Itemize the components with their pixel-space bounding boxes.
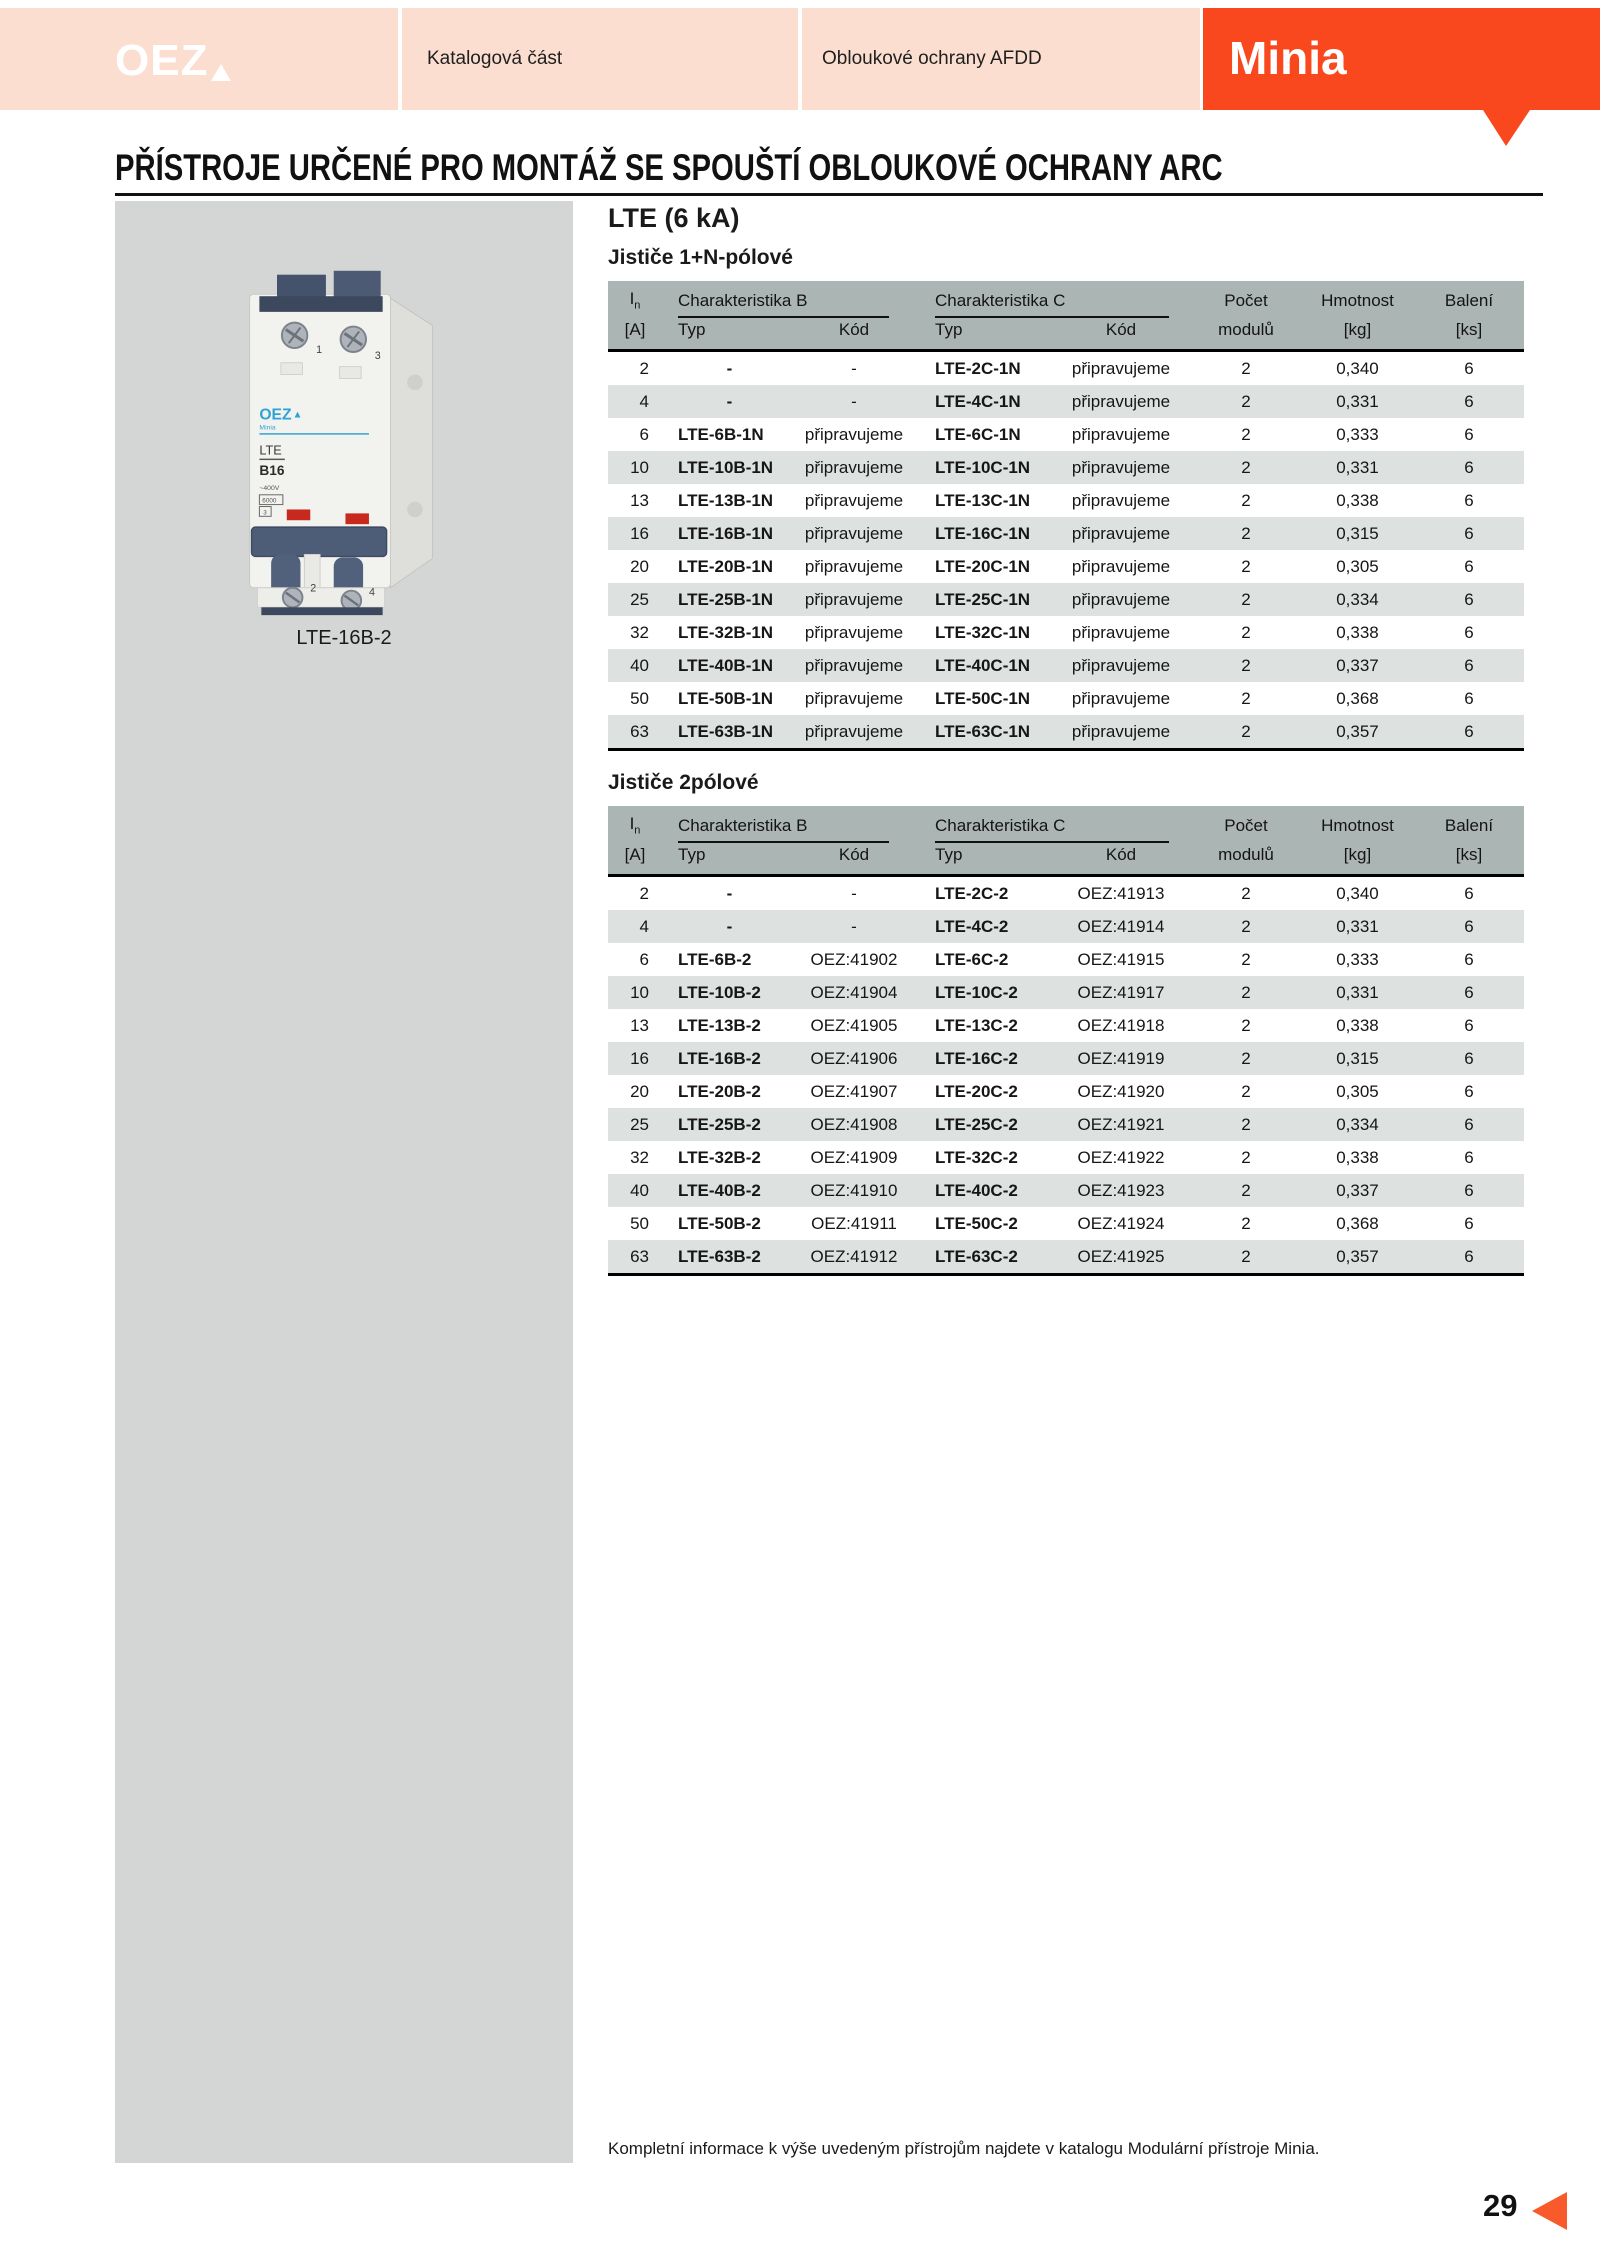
cell-kod-b: připravujeme: [804, 688, 904, 708]
cell-typ-c: LTE-2C-2: [935, 883, 1009, 903]
cell-hmot: 0,368: [1336, 1213, 1379, 1233]
cell-pocet: 2: [1241, 523, 1251, 543]
header-section-label: Obloukové ochrany AFDD: [822, 48, 1042, 69]
cell-bal: 6: [1414, 1240, 1524, 1275]
cell-kod-c: připravujeme: [1071, 655, 1171, 675]
col-header-in: $I_n$: [608, 281, 662, 318]
header-band-logo-segment: [0, 8, 398, 110]
cell-pocet: 2: [1241, 949, 1251, 969]
col-header-kg: [kg]: [1301, 843, 1414, 876]
cell-typ-b: -: [726, 358, 733, 378]
col-header-pocet: Počet: [1191, 281, 1301, 318]
cell-hmot: 0,340: [1336, 358, 1379, 378]
cell-kod-b: OEZ:41907: [810, 1081, 898, 1101]
col-header-typ-c: Typ: [911, 318, 1051, 351]
cell-bal: 6: [1464, 358, 1474, 378]
cell-kod-b: připravujeme: [804, 556, 904, 576]
cell-kod-c: OEZ:41914: [1077, 916, 1165, 936]
cell-typ-b: LTE-6B-1N: [678, 424, 764, 444]
cell-pocet: 2: [1241, 688, 1251, 708]
cell-typ-b: LTE-20B-2: [678, 1081, 761, 1101]
title-rule: [115, 193, 1543, 196]
cell-pocet: 2: [1241, 1015, 1251, 1035]
cell-bal: 6: [1464, 1180, 1474, 1200]
table-header: [608, 806, 1524, 876]
cell-bal: 6: [1464, 949, 1474, 969]
cell-kod-b: -: [851, 391, 857, 411]
cell-hmot: 0,305: [1336, 556, 1379, 576]
cell-kod-b: připravujeme: [804, 490, 904, 510]
cell-pocet: 2: [1191, 715, 1301, 750]
cell-typ-b: LTE-20B-1N: [678, 556, 774, 576]
table-row: [608, 1174, 1524, 1207]
cell-bal: 6: [1464, 490, 1474, 510]
cell-typ-c: LTE-6C-2: [935, 949, 1009, 969]
cell-bal: 6: [1464, 391, 1474, 411]
col-header-kg: [kg]: [1301, 318, 1414, 351]
cell-pocet: 2: [1241, 391, 1251, 411]
cell-in: 20: [630, 556, 649, 576]
cell-hmot: 0,368: [1336, 688, 1379, 708]
cell-in: 10: [630, 982, 649, 1002]
brand-box: [1203, 8, 1600, 110]
col-header-kod-c: Kód: [1051, 843, 1191, 876]
cell-in: 4: [639, 916, 649, 936]
cell-typ-b: -: [726, 883, 733, 903]
cell-kod-c: OEZ:41925: [1051, 1240, 1191, 1275]
cell-bal: 6: [1464, 1081, 1474, 1101]
cell-typ-c: LTE-63C-1N: [911, 715, 1051, 750]
cell-typ-b: LTE-13B-2: [678, 1015, 761, 1035]
col-header-modulu: modulů: [1191, 318, 1301, 351]
table-2-pole-breakers: [608, 806, 1524, 1276]
page-number: 29: [1483, 2188, 1518, 2223]
cell-typ-b: LTE-25B-1N: [678, 589, 774, 609]
cell-hmot: 0,331: [1336, 916, 1379, 936]
cell-in: 13: [630, 1015, 649, 1035]
cell-kod-b: OEZ:41912: [797, 1240, 911, 1275]
brand-pointer-icon: [1483, 110, 1530, 146]
table-row: [608, 1075, 1524, 1108]
table-row: [608, 976, 1524, 1009]
cell-in: 40: [630, 1180, 649, 1200]
table-row: [608, 517, 1524, 550]
cell-kod-b: OEZ:41910: [810, 1180, 898, 1200]
col-group-charakteristika-c: Charakteristika C: [911, 281, 1191, 318]
cell-kod-b: připravujeme: [804, 589, 904, 609]
col-group-charakteristika-b: Charakteristika B: [662, 806, 911, 843]
cell-in: 4: [639, 391, 649, 411]
product-photo: [232, 261, 457, 621]
col-group-charakteristika-b: Charakteristika B: [662, 281, 911, 318]
table-row: [608, 1009, 1524, 1042]
cell-hmot: 0,338: [1336, 1015, 1379, 1035]
page-arrow-icon: [1532, 2192, 1567, 2230]
table-row: [608, 1240, 1524, 1275]
cell-in: 13: [630, 490, 649, 510]
cell-typ-b: LTE-16B-1N: [678, 523, 774, 543]
cell-in: 2: [639, 883, 649, 903]
page-title: PŘÍSTROJE URČENÉ PRO MONTÁŽ SE SPOUŠTÍ OBLOUKOVÉ OCHRANY ARC: [115, 147, 1223, 188]
table-row: [608, 1108, 1524, 1141]
col-header-kod-b: Kód: [797, 318, 911, 351]
cell-hmot: 0,338: [1336, 490, 1379, 510]
cell-hmot: 0,315: [1336, 1048, 1379, 1068]
cell-in: 63: [608, 1240, 662, 1275]
table-1n-pole-breakers: [608, 281, 1524, 751]
cell-typ-c: LTE-13C-2: [935, 1015, 1018, 1035]
cell-bal: 6: [1464, 457, 1474, 477]
table-header: [608, 281, 1524, 351]
col-header-baleni: Balení: [1414, 806, 1524, 843]
cell-kod-b: připravujeme: [797, 715, 911, 750]
device-series: LTE: [259, 442, 282, 458]
cell-bal: 6: [1464, 1048, 1474, 1068]
cell-typ-c: LTE-40C-2: [935, 1180, 1018, 1200]
cell-in: 6: [639, 949, 649, 969]
device-energy-class: 3: [263, 509, 267, 517]
cell-pocet: 2: [1241, 916, 1251, 936]
cell-typ-b: LTE-63B-2: [662, 1240, 797, 1275]
cell-pocet: 2: [1241, 1180, 1251, 1200]
cell-kod-b: připravujeme: [804, 655, 904, 675]
cell-pocet: 2: [1241, 1081, 1251, 1101]
cell-kod-b: připravujeme: [804, 523, 904, 543]
cell-kod-b: OEZ:41905: [810, 1015, 898, 1035]
cell-kod-c: připravujeme: [1071, 424, 1171, 444]
terminal-number-4: 4: [368, 586, 375, 599]
cell-kod-c: OEZ:41920: [1077, 1081, 1165, 1101]
cell-in: 50: [630, 688, 649, 708]
cell-pocet: 2: [1241, 490, 1251, 510]
table1-subtitle: Jističe 1+N-pólové: [608, 246, 793, 269]
cell-bal: 6: [1464, 622, 1474, 642]
cell-hmot: 0,357: [1301, 715, 1414, 750]
cell-typ-c: LTE-6C-1N: [935, 424, 1021, 444]
col-header-ks: [ks]: [1414, 843, 1524, 876]
cell-kod-b: OEZ:41908: [810, 1114, 898, 1134]
cell-typ-c: LTE-50C-2: [935, 1213, 1018, 1233]
cell-bal: 6: [1464, 424, 1474, 444]
cell-typ-b: LTE-40B-2: [678, 1180, 761, 1200]
cell-in: 16: [630, 523, 649, 543]
device-sub-brand: Minia: [259, 424, 276, 432]
cell-kod-b: OEZ:41902: [810, 949, 898, 969]
col-group-charakteristika-c: Charakteristika C: [911, 806, 1191, 843]
cell-kod-c: OEZ:41919: [1077, 1048, 1165, 1068]
cell-typ-c: LTE-50C-1N: [935, 688, 1031, 708]
cell-kod-c: připravujeme: [1071, 490, 1171, 510]
cell-pocet: 2: [1241, 1147, 1251, 1167]
cell-hmot: 0,333: [1336, 424, 1379, 444]
table-row: [608, 682, 1524, 715]
table-row: [608, 715, 1524, 750]
cell-typ-b: LTE-40B-1N: [678, 655, 774, 675]
col-header-in-unit: [A]: [608, 843, 662, 876]
cell-bal: 6: [1464, 916, 1474, 936]
cell-typ-c: LTE-40C-1N: [935, 655, 1031, 675]
table-row: [608, 385, 1524, 418]
cell-pocet: 2: [1241, 358, 1251, 378]
cell-typ-c: LTE-16C-1N: [935, 523, 1031, 543]
col-header-typ-b: Typ: [662, 843, 797, 876]
cell-hmot: 0,337: [1336, 1180, 1379, 1200]
cell-pocet: 2: [1241, 883, 1251, 903]
cell-kod-c: připravujeme: [1071, 391, 1171, 411]
cell-hmot: 0,315: [1336, 523, 1379, 543]
section-heading: LTE (6 kA): [608, 203, 740, 233]
cell-kod-c: připravujeme: [1071, 688, 1171, 708]
table-row: [608, 351, 1524, 386]
table-row: [608, 1141, 1524, 1174]
cell-kod-c: OEZ:41917: [1077, 982, 1165, 1002]
cell-bal: 6: [1464, 523, 1474, 543]
table-row: [608, 616, 1524, 649]
col-header-in: $I_n$: [608, 806, 662, 843]
device-brand: OEZ: [259, 406, 292, 424]
cell-in: 40: [630, 655, 649, 675]
cell-typ-c: LTE-25C-1N: [935, 589, 1031, 609]
cell-pocet: 2: [1241, 589, 1251, 609]
terminal-number-3: 3: [374, 349, 381, 362]
oez-logo: [115, 36, 231, 85]
cell-in: 25: [630, 589, 649, 609]
table-row: [608, 484, 1524, 517]
cell-hmot: 0,334: [1336, 1114, 1379, 1134]
cell-pocet: 2: [1241, 457, 1251, 477]
cell-typ-b: -: [726, 916, 733, 936]
device-voltage: ~400V: [259, 484, 280, 492]
device-breaking-capacity: 6000: [262, 497, 277, 505]
cell-typ-b: LTE-50B-2: [678, 1213, 761, 1233]
table-row: [608, 1042, 1524, 1075]
cell-kod-b: připravujeme: [804, 457, 904, 477]
col-header-kod-b: Kód: [797, 843, 911, 876]
cell-kod-c: OEZ:41921: [1077, 1114, 1165, 1134]
cell-kod-b: OEZ:41911: [811, 1213, 897, 1233]
cell-kod-c: OEZ:41915: [1077, 949, 1165, 969]
table-row: [608, 910, 1524, 943]
cell-hmot: 0,333: [1336, 949, 1379, 969]
cell-pocet: 2: [1241, 1114, 1251, 1134]
cell-pocet: 2: [1241, 622, 1251, 642]
cell-kod-c: připravujeme: [1071, 556, 1171, 576]
header-catalog-label: Katalogová část: [427, 48, 563, 69]
cell-hmot: 0,338: [1336, 622, 1379, 642]
cell-bal: 6: [1464, 556, 1474, 576]
cell-in: 63: [608, 715, 662, 750]
cell-typ-c: LTE-4C-2: [935, 916, 1009, 936]
cell-pocet: 2: [1241, 982, 1251, 1002]
cell-pocet: 2: [1241, 424, 1251, 444]
cell-bal: 6: [1464, 589, 1474, 609]
cell-typ-c: LTE-32C-1N: [935, 622, 1031, 642]
cell-kod-c: připravujeme: [1071, 457, 1171, 477]
cell-typ-c: LTE-4C-1N: [935, 391, 1021, 411]
cell-bal: 6: [1464, 1015, 1474, 1035]
cell-typ-b: LTE-50B-1N: [678, 688, 774, 708]
cell-bal: 6: [1464, 688, 1474, 708]
brand-name: Minia: [1229, 32, 1347, 84]
table-body: [608, 876, 1524, 1275]
col-header-typ-c: Typ: [911, 843, 1051, 876]
cell-in: 25: [630, 1114, 649, 1134]
cell-pocet: 2: [1241, 1213, 1251, 1233]
cell-typ-c: LTE-25C-2: [935, 1114, 1018, 1134]
cell-hmot: 0,334: [1336, 589, 1379, 609]
device-rating: B16: [259, 463, 285, 479]
cell-bal: 6: [1464, 1147, 1474, 1167]
cell-kod-c: připravujeme: [1071, 589, 1171, 609]
cell-kod-c: připravujeme: [1071, 523, 1171, 543]
cell-typ-c: LTE-20C-1N: [935, 556, 1031, 576]
cell-typ-c: LTE-32C-2: [935, 1147, 1018, 1167]
cell-typ-b: LTE-32B-2: [678, 1147, 761, 1167]
cell-bal: 6: [1464, 1213, 1474, 1233]
cell-in: 10: [630, 457, 649, 477]
cell-in: 16: [630, 1048, 649, 1068]
terminal-number-2: 2: [310, 582, 317, 595]
col-header-in-unit: [A]: [608, 318, 662, 351]
cell-in: 32: [630, 1147, 649, 1167]
cell-kod-c: OEZ:41918: [1077, 1015, 1165, 1035]
cell-typ-b: LTE-25B-2: [678, 1114, 761, 1134]
cell-kod-c: OEZ:41923: [1077, 1180, 1165, 1200]
table-row: [608, 418, 1524, 451]
cell-kod-b: připravujeme: [804, 622, 904, 642]
col-header-hmotnost: Hmotnost: [1301, 281, 1414, 318]
cell-pocet: 2: [1241, 1048, 1251, 1068]
col-header-kod-c: Kód: [1051, 318, 1191, 351]
cell-in: 20: [630, 1081, 649, 1101]
cell-kod-b: připravujeme: [804, 424, 904, 444]
cell-typ-b: LTE-6B-2: [678, 949, 752, 969]
cell-bal: 6: [1464, 655, 1474, 675]
col-header-pocet: Počet: [1191, 806, 1301, 843]
col-header-baleni: Balení: [1414, 281, 1524, 318]
oez-logo-triangle-icon: [211, 64, 231, 81]
cell-hmot: 0,305: [1336, 1081, 1379, 1101]
cell-kod-c: připravujeme: [1071, 358, 1171, 378]
cell-hmot: 0,340: [1336, 883, 1379, 903]
cell-bal: 6: [1464, 982, 1474, 1002]
cell-in: 6: [639, 424, 649, 444]
cell-typ-c: LTE-16C-2: [935, 1048, 1018, 1068]
cell-hmot: 0,338: [1336, 1147, 1379, 1167]
table-row: [608, 1207, 1524, 1240]
cell-pocet: 2: [1191, 1240, 1301, 1275]
cell-kod-c: OEZ:41922: [1077, 1147, 1165, 1167]
cell-kod-b: OEZ:41906: [810, 1048, 898, 1068]
cell-typ-b: -: [726, 391, 733, 411]
cell-hmot: 0,331: [1336, 457, 1379, 477]
cell-pocet: 2: [1241, 556, 1251, 576]
table2-subtitle: Jističe 2pólové: [608, 771, 759, 794]
cell-bal: 6: [1464, 1114, 1474, 1134]
table-body: [608, 351, 1524, 750]
table-row: [608, 876, 1524, 911]
cell-kod-b: OEZ:41909: [810, 1147, 898, 1167]
cell-kod-c: OEZ:41913: [1077, 883, 1165, 903]
cell-typ-c: LTE-10C-2: [935, 982, 1018, 1002]
col-header-hmotnost: Hmotnost: [1301, 806, 1414, 843]
cell-in: 2: [639, 358, 649, 378]
cell-hmot: 0,337: [1336, 655, 1379, 675]
oez-logo-text: OEZ: [115, 36, 209, 85]
terminal-number-1: 1: [316, 343, 323, 356]
cell-kod-b: OEZ:41904: [810, 982, 898, 1002]
cell-typ-c: LTE-63C-2: [911, 1240, 1051, 1275]
cell-typ-c: LTE-20C-2: [935, 1081, 1018, 1101]
footer-note: Kompletní informace k výše uvedeným přístrojům najdete v katalogu Modulární přístroje Minia.: [608, 2139, 1320, 2158]
col-header-typ-b: Typ: [662, 318, 797, 351]
table-row: [608, 943, 1524, 976]
table-row: [608, 550, 1524, 583]
cell-kod-c: připravujeme: [1051, 715, 1191, 750]
cell-kod-b: -: [851, 358, 857, 378]
cell-typ-c: LTE-10C-1N: [935, 457, 1031, 477]
cell-bal: 6: [1414, 715, 1524, 750]
cell-typ-b: LTE-63B-1N: [662, 715, 797, 750]
cell-hmot: 0,357: [1301, 1240, 1414, 1275]
col-header-ks: [ks]: [1414, 318, 1524, 351]
cell-kod-c: OEZ:41924: [1077, 1213, 1165, 1233]
cell-hmot: 0,331: [1336, 391, 1379, 411]
col-header-modulu: modulů: [1191, 843, 1301, 876]
cell-bal: 6: [1464, 883, 1474, 903]
cell-typ-c: LTE-2C-1N: [935, 358, 1021, 378]
cell-typ-b: LTE-13B-1N: [678, 490, 774, 510]
cell-typ-c: LTE-13C-1N: [935, 490, 1031, 510]
cell-typ-b: LTE-16B-2: [678, 1048, 761, 1068]
cell-hmot: 0,331: [1336, 982, 1379, 1002]
cell-in: 32: [630, 622, 649, 642]
table-row: [608, 583, 1524, 616]
cell-kod-b: -: [851, 883, 857, 903]
cell-kod-c: připravujeme: [1071, 622, 1171, 642]
cell-pocet: 2: [1241, 655, 1251, 675]
product-photo-panel: [115, 201, 573, 2163]
cell-in: 50: [630, 1213, 649, 1233]
cell-typ-b: LTE-10B-1N: [678, 457, 774, 477]
product-caption: LTE-16B-2: [296, 627, 392, 649]
table-row: [608, 451, 1524, 484]
table-row: [608, 649, 1524, 682]
cell-typ-b: LTE-10B-2: [678, 982, 761, 1002]
cell-typ-b: LTE-32B-1N: [678, 622, 774, 642]
cell-kod-b: -: [851, 916, 857, 936]
